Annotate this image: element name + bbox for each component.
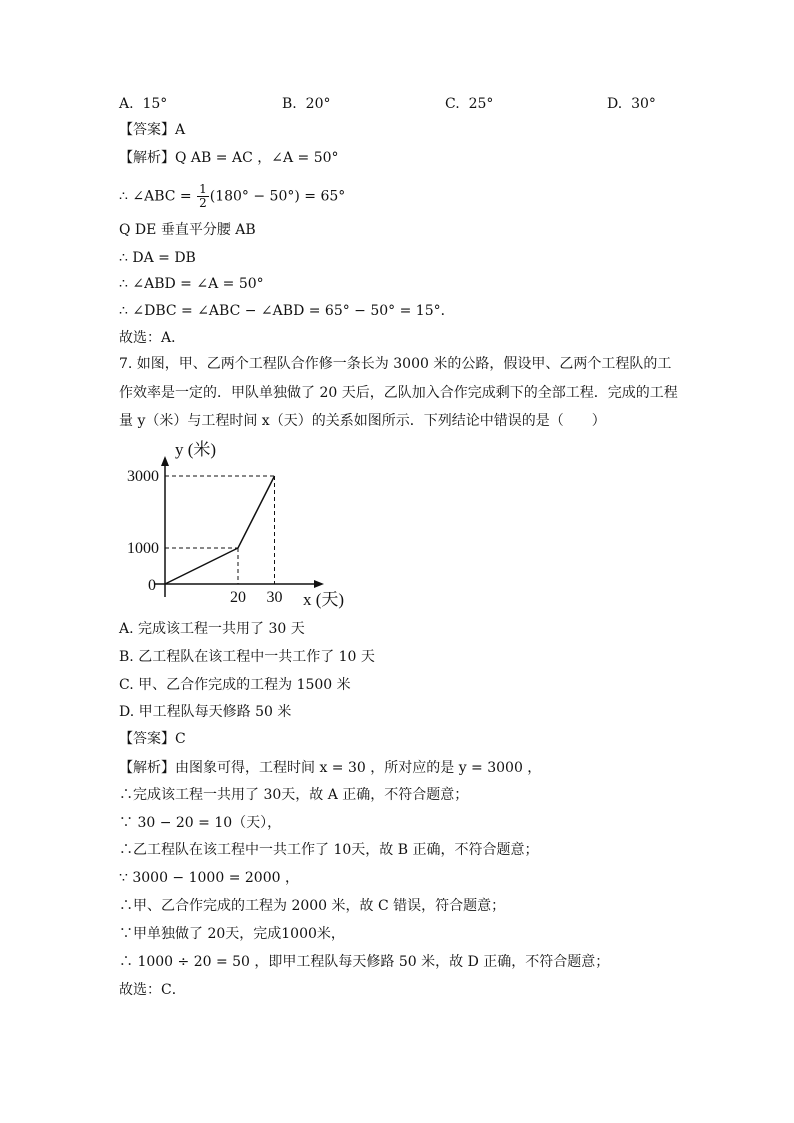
q7-option-a: A. 完成该工程一共用了 30 天 [119,621,305,637]
q7-analysis-line: ∴完成该工程一共用了 30天，故 A 正确，不符合题意； [119,787,469,803]
work-progress-graph [115,432,365,612]
q7-option-b: B. 乙工程队在该工程中一共工作了 10 天 [119,649,375,665]
q7-analysis-line: ∴ 1000 ÷ 20 = 50 ，即甲工程队每天修路 50 米，故 D 正确，不符合题意； [119,954,610,970]
fraction-one-half: $\frac{1}{2}$ [199,182,207,210]
q7-stem-line: 作效率是一定的．甲队单独做了 20 天后，乙队加入合作完成剩下的全部工程．完成的工程 [119,385,678,401]
q6-analysis-fraction-line [119,183,345,210]
q7-analysis-line: 【解析】由图象可得，工程时间 x = 30 ，所对应的是 y = 3000 ， [119,760,542,776]
q7-stem-line: 量 y（米）与工程时间 x（天）的关系如图所示．下列结论中错误的是（ ） [119,413,606,429]
y-tick-label: 3000 [127,468,159,485]
q7-stem-line: 7. 如图，甲、乙两个工程队合作修一条长为 3000 米的公路，假设甲、乙两个工程队的工 [119,356,672,372]
x-tick-label: 30 [266,589,283,606]
q7-analysis-line: ∵甲单独做了 20天，完成1000米， [119,926,345,942]
x-axis-arrow [314,580,324,588]
y-axis-label: y (米) [175,440,217,459]
angle-abc-rhs: (180° − 50°) = 65° [209,188,346,205]
q6-analysis-line: ∴ ∠ABD = ∠A = 50° [119,276,264,292]
q6-answer: 【答案】A [119,122,186,138]
q6-option-a: A. 15° [119,96,168,112]
x-axis-label: x (天) [303,590,345,609]
q6-analysis-line: Q DE 垂直平分腰 AB [119,222,256,238]
origin-label: 0 [148,577,156,594]
q6-option-c: C. 25° [445,96,494,112]
y-tick-label: 1000 [127,540,159,557]
q7-analysis-line: ∴乙工程队在该工程中一共工作了 10天，故 B 正确，不符合题意； [119,842,539,858]
q6-conclusion: 故选：A． [119,330,186,346]
q7-answer: 【答案】C [119,731,186,747]
q6-analysis-line: 【解析】Q AB = AC ，∠A = 50° [119,150,339,166]
q7-option-d: D. 甲工程队每天修路 50 米 [119,704,292,720]
q7-conclusion: 故选：C． [119,982,186,998]
y-axis-arrow [161,456,169,466]
q7-analysis-line: ∴甲、乙合作完成的工程为 2000 米，故 C 错误，符合题意； [119,898,506,914]
q7-option-c: C. 甲、乙合作完成的工程为 1500 米 [119,677,351,693]
series-line [165,476,275,584]
x-tick-label: 20 [230,589,246,606]
q6-option-b: B. 20° [282,96,331,112]
q6-analysis-line: ∴ DA = DB [119,250,196,266]
angle-abc-lhs: ∴ ∠ABC = [119,188,192,205]
q6-analysis-line: ∴ ∠DBC = ∠ABC − ∠ABD = 65° − 50° = 15°． [119,303,455,319]
q7-analysis-line: ∵ 30 − 20 = 10（天）， [119,815,282,831]
q7-analysis-line: ∵ 3000 − 1000 = 2000 ， [119,870,299,886]
q6-option-d: D. 30° [607,96,656,112]
